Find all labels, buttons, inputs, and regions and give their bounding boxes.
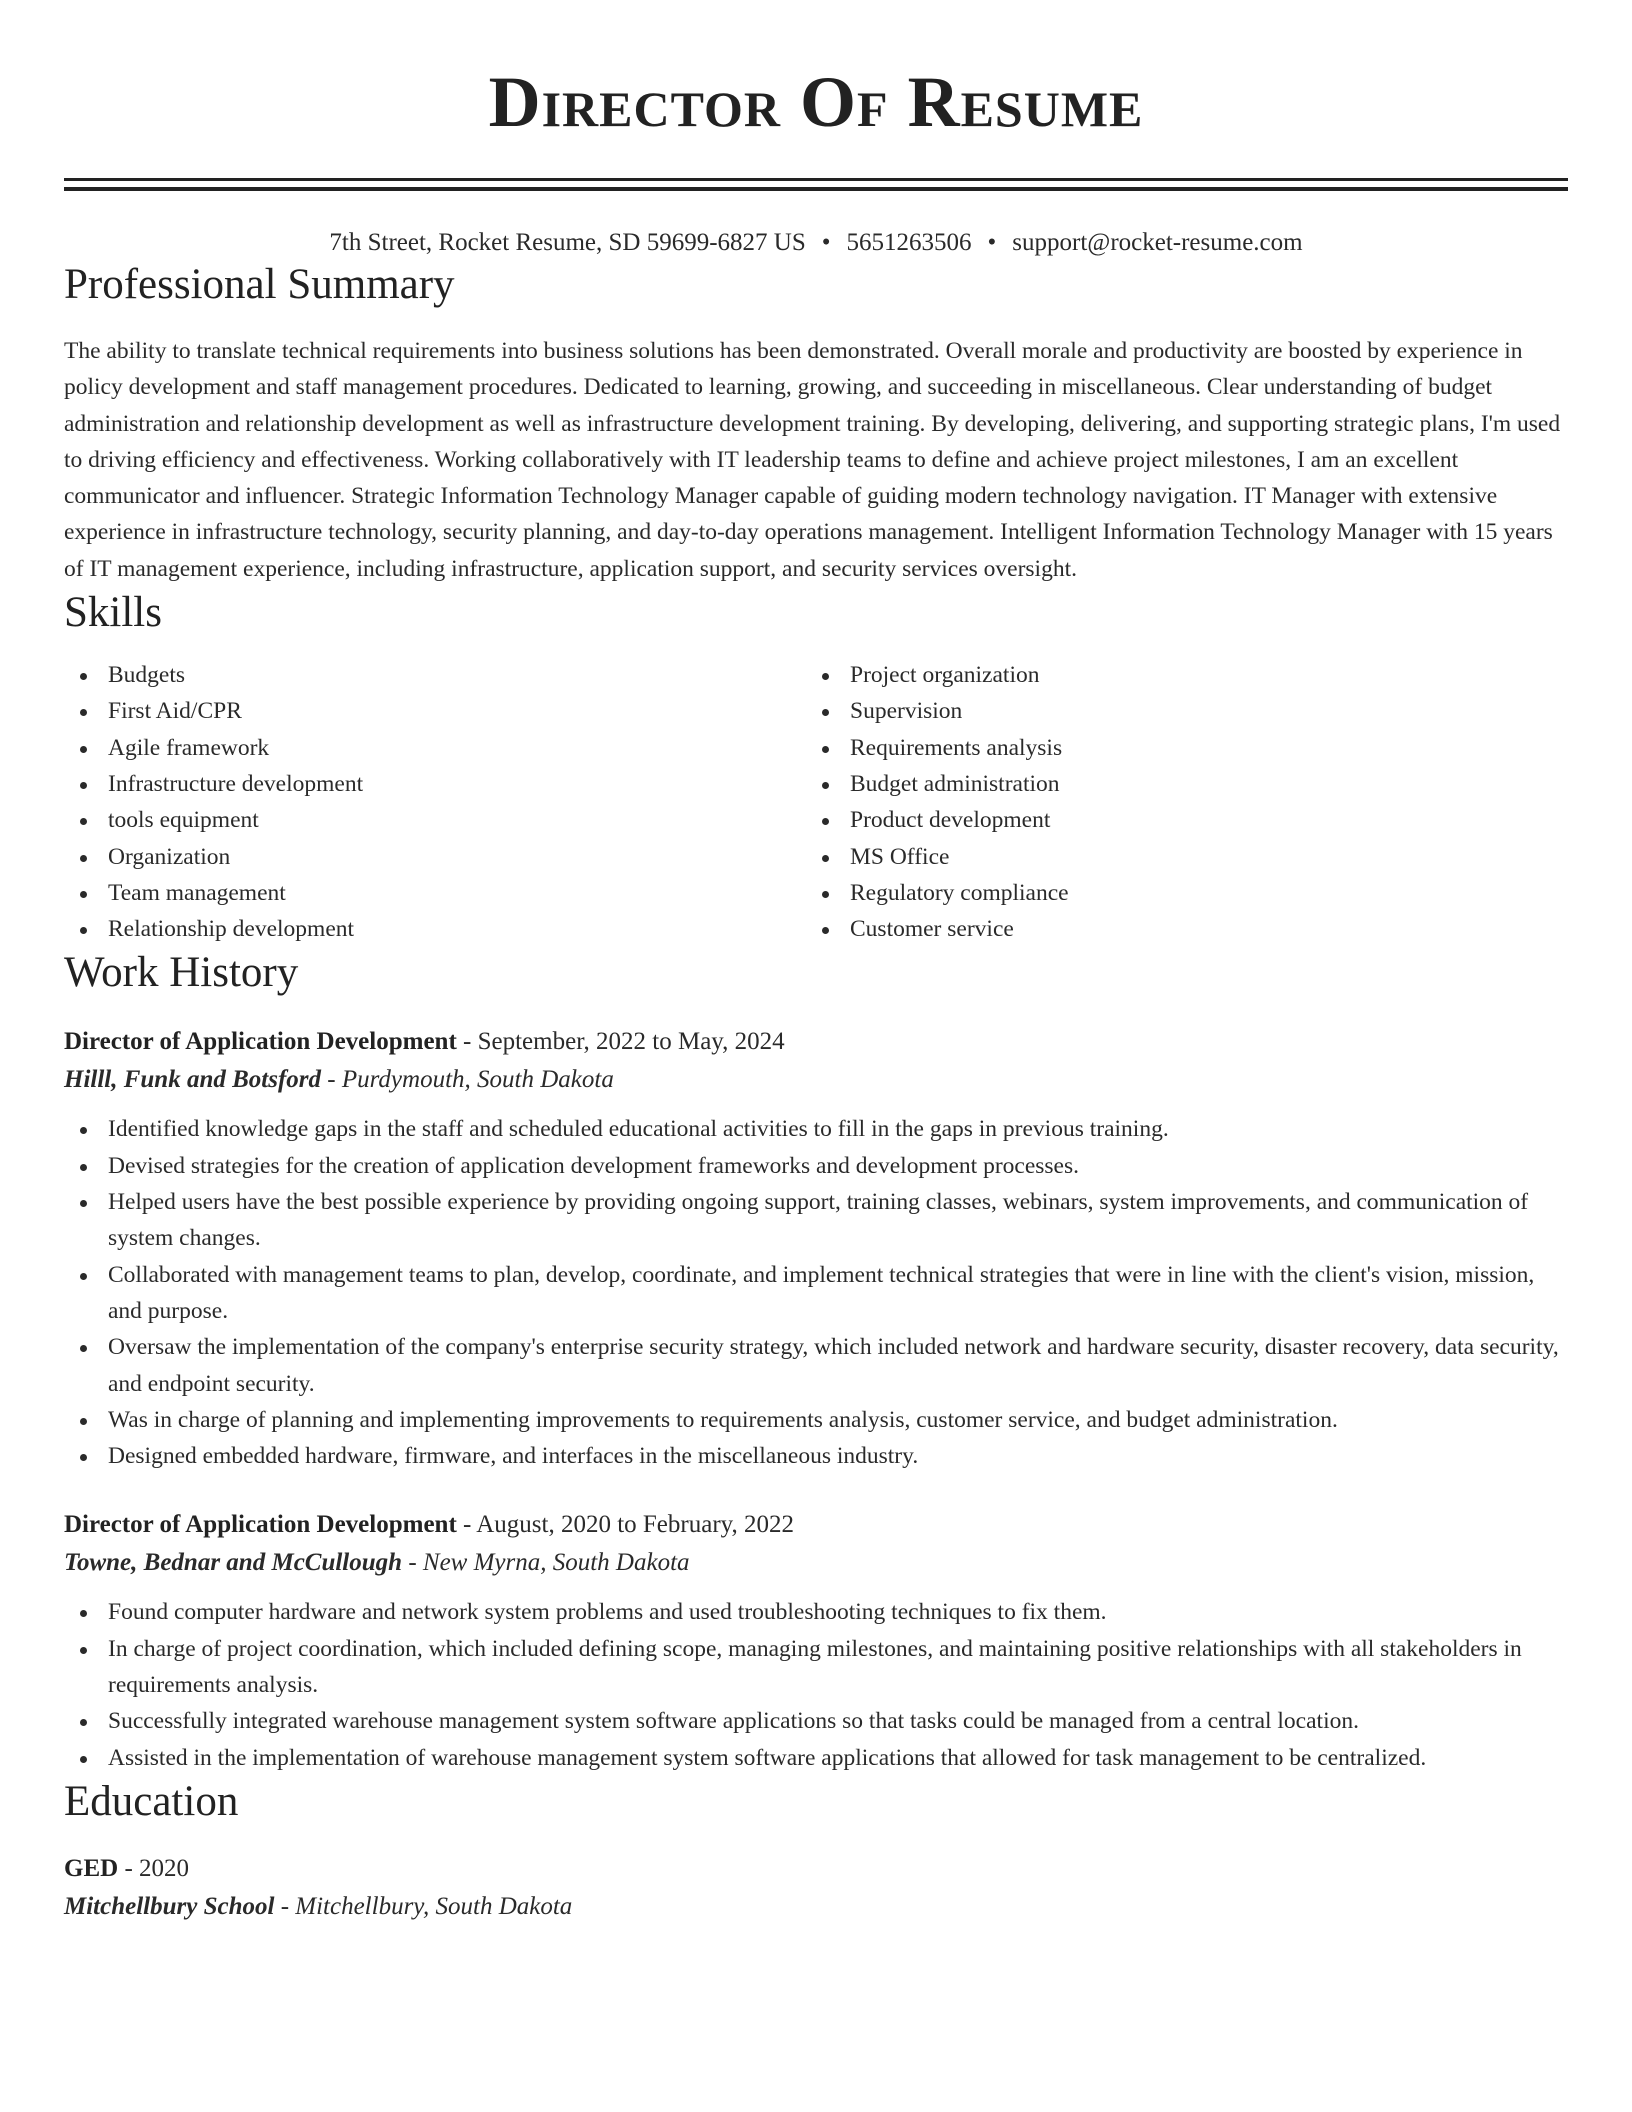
- skill-item: Infrastructure development: [64, 766, 806, 802]
- contact-phone: 5651263506: [846, 229, 972, 256]
- job-dates: - September, 2022 to May, 2024: [456, 1028, 785, 1056]
- company-location: - Purdymouth, South Dakota: [321, 1066, 614, 1094]
- skills-column-left: [64, 657, 806, 947]
- job-duties: [64, 1111, 1568, 1474]
- degree-line: [64, 1852, 1568, 1886]
- duty-item: Assisted in the implementation of warehouse management system software applications that allowed for task management to be centralized.: [64, 1740, 1568, 1776]
- skill-item: tools equipment: [64, 802, 806, 838]
- company-name: Towne, Bednar and McCullough: [64, 1549, 403, 1577]
- skill-item: Requirements analysis: [806, 730, 1548, 766]
- duty-item: Collaborated with management teams to plan, develop, coordinate, and implement technical strategies that were in line with the client's vision, mission, and purpose.: [64, 1257, 1568, 1330]
- job-entry: [64, 1508, 1568, 1775]
- job-entry: [64, 1025, 1568, 1474]
- duty-item: Helped users have the best possible experience by providing ongoing support, training classes, webinars, system improvements, and communication of system changes.: [64, 1184, 1568, 1257]
- duty-item: In charge of project coordination, which included defining scope, managing milestones, and maintaining positive relationships with all stakeholders in requirements analysis.: [64, 1631, 1568, 1704]
- skill-item: Product development: [806, 802, 1548, 838]
- company-location: - New Myrna, South Dakota: [402, 1549, 690, 1577]
- job-duties: [64, 1594, 1568, 1775]
- school-line: [64, 1890, 1568, 1924]
- skill-item: Team management: [64, 875, 806, 911]
- job-title: Director of Application Development: [64, 1028, 457, 1056]
- skill-item: Budgets: [64, 657, 806, 693]
- school-name: Mitchellbury School: [64, 1892, 275, 1920]
- skill-item: Budget administration: [806, 766, 1548, 802]
- job-title: Director of Application Development: [64, 1511, 457, 1539]
- contact-email[interactable]: support@rocket-resume.com: [1012, 229, 1303, 256]
- duty-item: Identified knowledge gaps in the staff and scheduled educational activities to fill in the gaps in previous training.: [64, 1111, 1568, 1147]
- school-location: - Mitchellbury, South Dakota: [274, 1892, 573, 1920]
- contact-address: 7th Street, Rocket Resume, SD 59699-6827 US: [329, 229, 806, 256]
- duty-item: Successfully integrated warehouse management system software applications so that tasks could be managed from a central location.: [64, 1703, 1568, 1739]
- skill-item: Regulatory compliance: [806, 875, 1548, 911]
- work-history-heading: Work History: [64, 949, 299, 997]
- skill-item: Relationship development: [64, 911, 806, 947]
- degree-year: - 2020: [118, 1854, 190, 1882]
- job-dates: - August, 2020 to February, 2022: [456, 1511, 795, 1539]
- skill-item: First Aid/CPR: [64, 693, 806, 729]
- company-name: Hilll, Funk and Botsford: [64, 1066, 322, 1094]
- divider-line-bottom: [64, 187, 1568, 191]
- skills-column-right: [806, 657, 1548, 947]
- skill-item: MS Office: [806, 839, 1548, 875]
- duty-item: Devised strategies for the creation of application development frameworks and development processes.: [64, 1148, 1568, 1184]
- skill-item: Project organization: [806, 657, 1548, 693]
- duty-item: Was in charge of planning and implementing improvements to requirements analysis, customer service, and budget administration.: [64, 1402, 1568, 1438]
- company-line: [64, 1063, 1568, 1097]
- skill-item: Agile framework: [64, 730, 806, 766]
- education-entry: [64, 1852, 1568, 1924]
- job-title-line: [64, 1025, 1568, 1059]
- duty-item: Designed embedded hardware, firmware, and interfaces in the miscellaneous industry.: [64, 1438, 1568, 1474]
- title-divider: [64, 178, 1568, 191]
- skill-item: Customer service: [806, 911, 1548, 947]
- skills-heading: Skills: [64, 589, 162, 637]
- skills-list: [64, 657, 1568, 947]
- summary-heading: Professional Summary: [64, 261, 455, 308]
- education-heading: Education: [64, 1777, 239, 1825]
- skill-item: Organization: [64, 839, 806, 875]
- summary-text: The ability to translate technical requirements into business solutions has been demonstrated. Overall morale and productivity are boosted by experience in policy development and staff management procedures. Dedicated to learning, growing, and succeeding in miscellaneous. Clear understanding of budget administration and relationship development as well as infrastructure development training. By developing, delivering, and supporting strategic plans, I'm used to driving efficiency and effectiveness. Working collaboratively with IT leadership teams to define and achieve project milestones, I am an excellent communicator and influencer. Strategic Information Technology Manager capable of guiding modern technology navigation. IT Manager with extensive experience in infrastructure technology, security planning, and day-to-day operations management. Intelligent Information Technology Manager with 15 years of IT management experience, including infrastructure, application support, and security services oversight.: [64, 338, 1561, 582]
- duty-item: Found computer hardware and network system problems and used troubleshooting techniques to fix them.: [64, 1594, 1568, 1630]
- divider-line-top: [64, 178, 1568, 181]
- resume-title: Director Of Resume: [488, 62, 1144, 142]
- skill-item: Supervision: [806, 693, 1548, 729]
- contact-line: [64, 227, 1568, 259]
- degree: GED: [64, 1854, 119, 1882]
- contact-separator: •: [987, 229, 997, 256]
- company-line: [64, 1546, 1568, 1580]
- duty-item: Oversaw the implementation of the company's enterprise security strategy, which included network and hardware security, disaster recovery, data security, and endpoint security.: [64, 1329, 1568, 1402]
- contact-separator: •: [821, 229, 831, 256]
- job-title-line: [64, 1508, 1568, 1542]
